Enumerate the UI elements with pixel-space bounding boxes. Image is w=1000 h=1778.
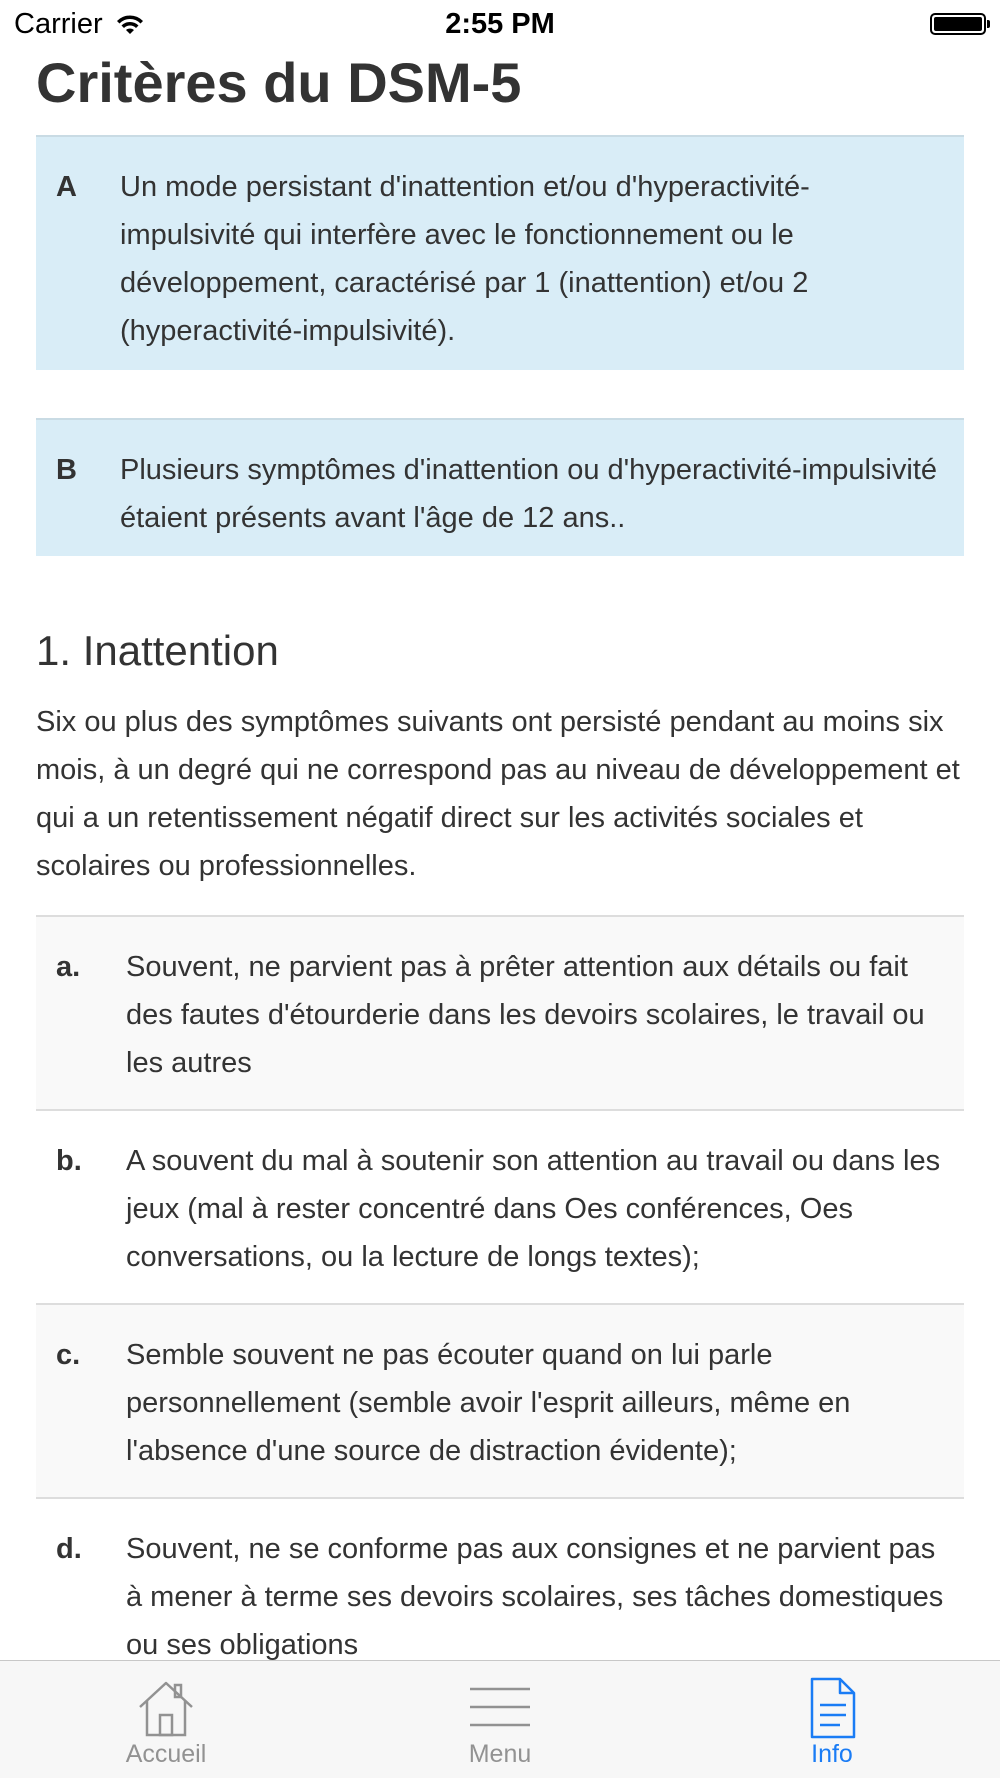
- criterion-a-box: [36, 135, 964, 370]
- carrier-label: Carrier: [14, 8, 103, 40]
- tab-accueil[interactable]: [66, 1661, 266, 1778]
- symptom-row: [36, 917, 964, 1111]
- menu-icon: [468, 1675, 532, 1739]
- tab-label: Accueil: [125, 1740, 207, 1768]
- criterion-text: Plusieurs symptômes d'inattention ou d'hyperactivité-impulsivité étaient présents avant l'âge de 12 ans..: [120, 454, 937, 534]
- criterion-b-box: [36, 418, 964, 556]
- symptom-text: Souvent, ne parvient pas à prêter attention aux détails ou fait des fautes d'étourderie dans les devoirs scolaires, le travail ou les autres: [126, 951, 925, 1079]
- symptom-marker: c.: [56, 1339, 81, 1371]
- tab-label: Menu: [468, 1740, 532, 1768]
- tab-info[interactable]: [732, 1661, 932, 1778]
- criterion-letter: A: [56, 171, 77, 203]
- symptom-row: [36, 1499, 964, 1660]
- status-bar: [0, 0, 1000, 50]
- section-intro: Six ou plus des symptômes suivants ont persisté pendant au moins six mois, à un degré qui ne correspond pas au niveau de développement et qui a un retentissement négatif direct sur les activités sociales et scolaires ou professionnelles.: [36, 706, 960, 882]
- battery-icon: [930, 13, 986, 35]
- symptom-row: [36, 1305, 964, 1499]
- symptom-row: [36, 1111, 964, 1305]
- criterion-letter: B: [56, 454, 77, 486]
- home-icon: [134, 1675, 198, 1739]
- section-heading: 1. Inattention: [36, 627, 279, 674]
- status-time: 2:55 PM: [445, 8, 555, 40]
- tab-bar: [0, 1660, 1000, 1778]
- symptom-marker: d.: [56, 1533, 82, 1565]
- document-icon: [800, 1675, 864, 1739]
- page-title: Critères du DSM-5: [36, 51, 522, 114]
- criterion-text: Un mode persistant d'inattention et/ou d'hyperactivité-impulsivité qui interfère avec le fonctionnement ou le développement, caractérisé par 1 (inattention) et/ou 2 (hyperactivité-impulsivité).: [120, 171, 810, 347]
- symptom-marker: a.: [56, 951, 81, 983]
- symptom-list: [36, 915, 964, 1660]
- symptom-text: Souvent, ne se conforme pas aux consignes et ne parvient pas à mener à terme ses devoirs scolaires, ses tâches domestiques ou ses obligations: [126, 1533, 944, 1660]
- tab-label: Info: [811, 1740, 853, 1768]
- symptom-text: Semble souvent ne pas écouter quand on lui parle personnellement (semble avoir l'esprit ailleurs, même en l'absence d'une source de distraction évidente);: [126, 1339, 851, 1467]
- symptom-text: A souvent du mal à soutenir son attention au travail ou dans les jeux (mal à rester concentré dans Oes conférences, Oes conversations, ou la lecture de longs textes);: [126, 1145, 941, 1273]
- tab-menu[interactable]: [400, 1661, 600, 1778]
- symptom-marker: b.: [56, 1145, 82, 1177]
